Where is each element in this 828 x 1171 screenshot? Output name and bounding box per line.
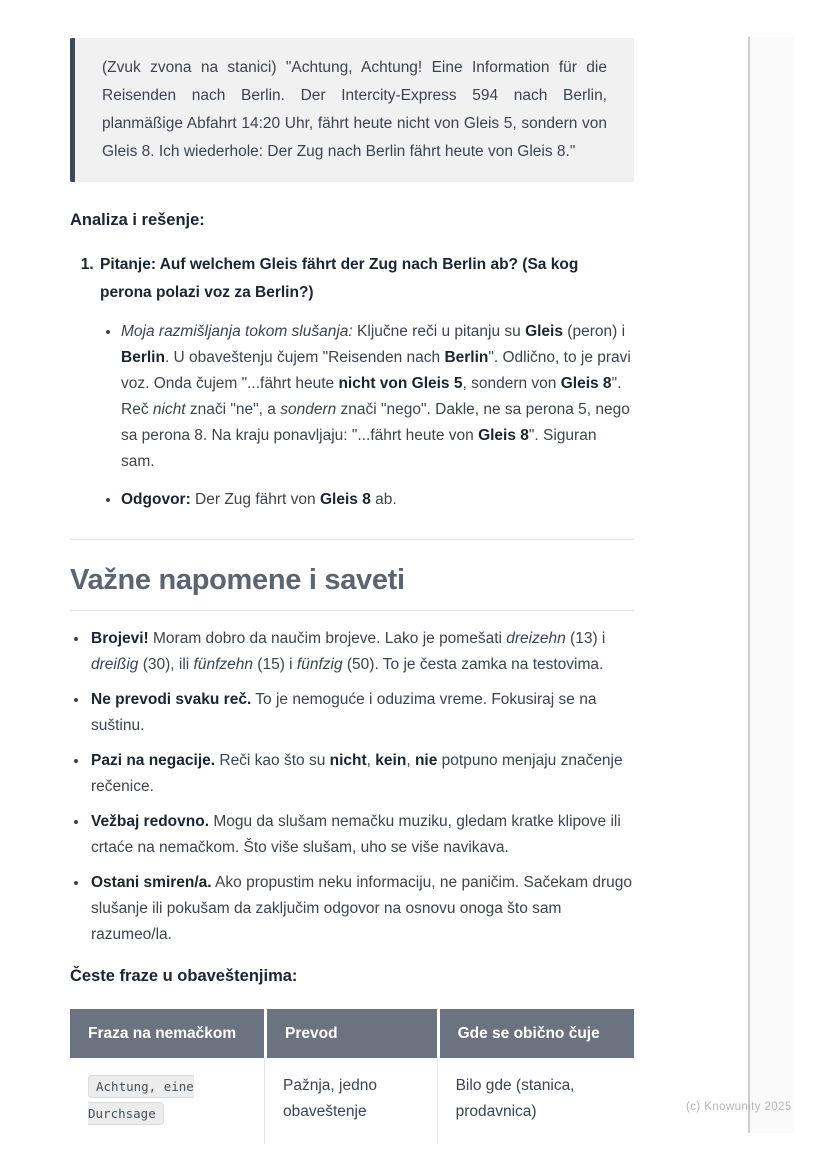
tip-item-practice: • Vežbaj redovno. Mogu da slušam nemačku muziku, gledam kratke klipove ili crtaće na nemačkom. Što više slušam, uho se više navikava. — [89, 809, 634, 861]
tip-item-translate: • Ne prevodi svaku reč. To je nemoguće i oduzima vreme. Fokusiraj se na suštinu. — [89, 687, 634, 739]
cell-phrase: Achtung, eine Durchsage — [70, 1058, 264, 1144]
cell-where: Bilo gde (stanica, prodavnica) — [437, 1058, 634, 1144]
table-row — [70, 1058, 634, 1144]
phrases-table-body — [70, 1058, 634, 1144]
tips-heading: Važne napomene i saveti — [70, 564, 634, 611]
question-list — [70, 251, 634, 513]
document-content — [70, 38, 634, 1144]
watermark: (c) Knowunity 2025 — [686, 1101, 792, 1113]
announcement-quote: (Zvuk zvona na stanici) "Achtung, Achtung! Eine Information für die Reisenden nach Berlin. Der Intercity-Express 594 nach Berlin, planmäßige Abfahrt 14:20 Uhr, fährt heute nicht von Gleis 5, sondern von Gleis 8. Ich wiederhole: Der Zug nach Berlin fährt heute von Gleis 8." — [70, 38, 634, 182]
next-page-edge — [748, 37, 794, 1133]
phrases-table-header — [70, 1009, 634, 1058]
analysis-bullet-answer: • Odgovor: Der Zug fährt von Gleis 8 ab. — [121, 487, 634, 513]
tip-item-calm: • Ostani smiren/a. Ako propustim neku informaciju, ne paničim. Sačekam drugo slušanje ili pokušam da zaključim odgovor na osnovu onoga što sam razumeo/la. — [89, 870, 634, 948]
phrases-heading: Česte fraze u obaveštenjima: — [70, 967, 298, 985]
table-header-row — [70, 1009, 634, 1058]
phrases-table — [70, 1009, 634, 1144]
analysis-bullet-thoughts: • Moja razmišljanja tokom slušanja: Ključne reči u pitanju su Gleis (peron) i Berlin. U obaveštenju čujem "Reisenden nach Berlin". Odlično, to je pravi voz. Onda čujem "...fährt heute nicht von Gleis 5, sondern von Gleis 8". Reč nicht znači "ne", a sondern znači "nego". Dakle, ne sa perona 5, nego sa perona 8. Na kraju ponavljaju: "...fährt heute von Gleis 8". Siguran sam. — [121, 319, 634, 475]
analysis-bullets — [100, 319, 634, 513]
section-divider — [70, 539, 634, 540]
question-item: 1. Pitanje: Auf welchem Gleis fährt der Zug nach Berlin ab? (Sa kog perona polazi voz za Berlin?) • Moja razmišljanja tokom slušanja: Ključne reči u pitanju su Gleis (peron) i Berlin. U obaveštenju čujem "Reisenden nach Berlin". Odlično, to je pravi voz. Onda čujem "...fährt heute nicht von Gleis 5, sondern von Gleis 8". Reč nicht znači "ne", a sondern znači "nego". Dakle, ne sa perona 5, nego sa perona 8. Na kraju ponavljaju: "...fährt heute von Gleis 8". Siguran sam. • Odgovor: Der Zug fährt von Gleis 8 ab. — [98, 251, 634, 513]
analysis-heading: Analiza i rešenje: — [70, 211, 205, 229]
tips-list — [70, 626, 634, 948]
column-header-phrase: Fraza na nemačkom — [70, 1009, 264, 1058]
column-header-where: Gde se obično čuje — [437, 1009, 634, 1058]
cell-translation: Pažnja, jedno obaveštenje — [264, 1058, 437, 1144]
column-header-translation: Prevod — [264, 1009, 437, 1058]
tip-item-negations: • Pazi na negacije. Reči kao što su nicht, kein, nie potpuno menjaju značenje rečenice. — [89, 748, 634, 800]
tip-item-numbers: • Brojevi! Moram dobro da naučim brojeve. Lako je pomešati dreizehn (13) i dreißig (30), ili fünfzehn (15) i fünfzig (50). To je česta zamka na testovima. — [89, 626, 634, 678]
